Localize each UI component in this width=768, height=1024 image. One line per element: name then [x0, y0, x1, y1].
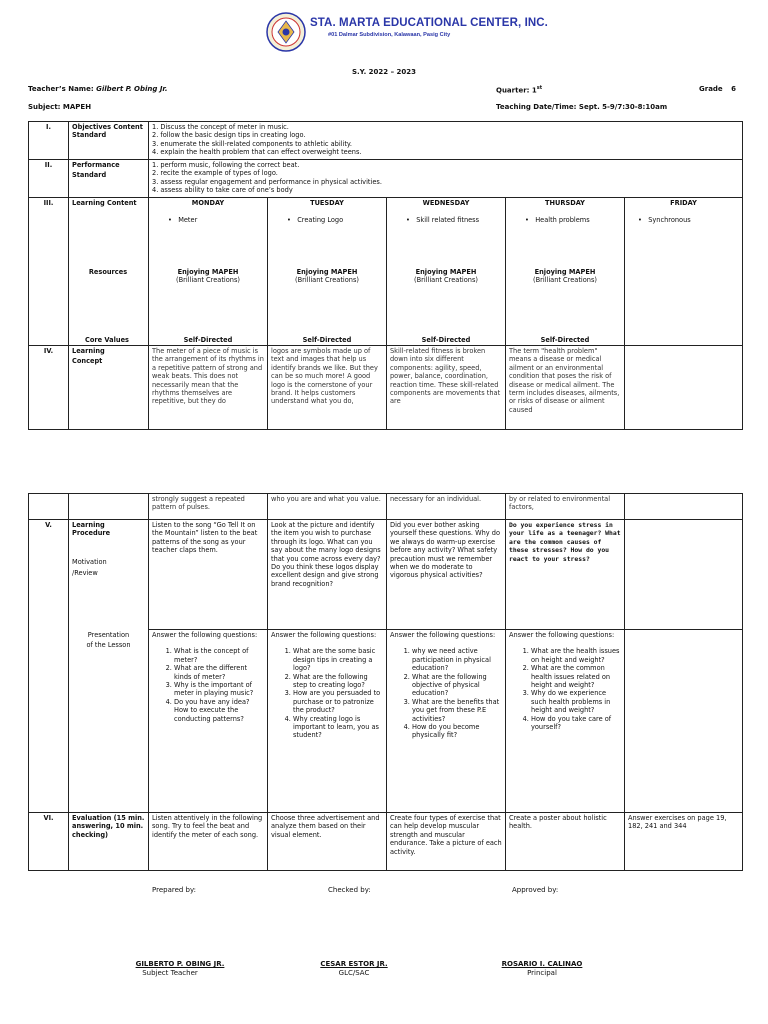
learning-concept-row	[29, 346, 743, 430]
resource-wednesday	[387, 268, 505, 285]
question-item: 3. What are the benefits that you get from these P.E activities?	[412, 698, 502, 723]
checked-by-role: GLC/SAC	[338, 969, 370, 977]
topic-friday: • Synchronous	[638, 216, 691, 225]
questions-wednesday	[390, 647, 502, 739]
procedure-wednesday: Did you ever bother asking yourself these questions. Why do we always do warm-up exercise before any activity? What safety precaution must we remember when we do moderate to vigorous physical activities?	[387, 520, 506, 630]
topic-friday-text: Synchronous	[648, 216, 691, 225]
grade-value: 6	[731, 85, 736, 93]
procedure-thursday: Do you experience stress in your life as a teenager? What are the common causes of these stresses? How do you react to your stress?	[506, 520, 625, 630]
teacher-name: Gilbert P. Obing Jr.	[96, 85, 168, 93]
day-friday: FRIDAY	[670, 199, 697, 207]
core-value-tuesday: Self-Directed	[302, 336, 352, 344]
approved-by-name: ROSARIO I. CALINAO	[501, 960, 583, 968]
resource-title: Enjoying MAPEH	[296, 268, 358, 276]
concept-monday: The meter of a piece of music is the arrangement of its rhythms in a repetitive pattern of strong and weak beats. This does not necessarily mean that the rhythms themselves are repetitive, but they do	[149, 346, 268, 430]
performance-label-2: Standard	[72, 171, 107, 180]
evaluation-roman: VI.	[29, 813, 69, 871]
resource-sub: (Brilliant Creations)	[414, 276, 478, 285]
learning-concept-label-2: Concept	[72, 357, 103, 366]
resource-sub: (Brilliant Creations)	[533, 276, 597, 285]
quarter-label: Quarter: 1	[496, 86, 537, 95]
motivation-label: Motivation	[72, 557, 107, 566]
topic-thursday: • Health problems	[525, 216, 590, 225]
topic-tuesday-text: Creating Logo	[297, 216, 344, 225]
evaluation-thursday: Create a poster about holistic health.	[506, 813, 625, 871]
question-item: 2. What are the common health issues related on height and weight?	[531, 664, 621, 689]
resource-tuesday	[268, 268, 386, 285]
evaluation-friday: Answer exercises on page 19, 182, 241 and 344	[625, 813, 743, 871]
teaching-date: Teaching Date/Time: Sept. 5-9/7:30-8:10am	[496, 103, 668, 111]
objectives-label: Objectives Content Standard	[69, 122, 149, 160]
evaluation-monday: Listen attentively in the following song. Try to feel the beat and identify the meter of each song.	[149, 813, 268, 871]
learning-content-label-cell	[69, 198, 149, 346]
objectives-roman: I.	[29, 122, 69, 160]
topic-monday: • Meter	[168, 216, 198, 225]
question-item: 4. Do you have any idea? How to execute the conducting patterns?	[174, 698, 264, 723]
learning-content-label: Learning Content	[72, 199, 137, 207]
question-item: 2. What are the following objective of physical education?	[412, 673, 502, 698]
presentation-intro: Answer the following questions:	[271, 631, 377, 639]
empty-cell	[625, 494, 743, 520]
school-seal-icon	[266, 12, 306, 52]
question-item: 1. What are the some basic design tips in creating a logo?	[293, 647, 383, 672]
resource-title: Enjoying MAPEH	[534, 268, 596, 276]
resources-label: Resources	[88, 268, 128, 276]
day-thursday: THURSDAY	[545, 199, 585, 207]
concept-wednesday-continued: necessary for an individual.	[387, 494, 506, 520]
presentation-wednesday	[387, 630, 506, 813]
question-item: 1. What are the health issues on height and weight?	[531, 647, 621, 664]
approved-by-label: Approved by:	[512, 886, 559, 894]
questions-monday	[152, 647, 264, 723]
performance-label	[69, 160, 149, 198]
teacher-line	[28, 85, 168, 93]
performance-item: 2. recite the example of types of logo.	[152, 169, 278, 178]
objective-item: 4. explain the health problem that can effect overweight teens.	[152, 148, 362, 157]
prepared-by-label: Prepared by:	[152, 886, 196, 894]
prepared-by-name: GILBERTO P. OBING JR.	[135, 960, 225, 968]
presentation-label-1: Presentation	[87, 630, 130, 639]
performance-row	[29, 160, 743, 198]
evaluation-wednesday: Create four types of exercise that can help develop muscular strength and muscular endurance. Take a picture of each activity.	[387, 813, 506, 871]
learning-concept-label-1: Learning	[72, 347, 105, 355]
presentation-friday	[625, 630, 743, 813]
evaluation-label: Evaluation (15 min. answering, 10 min. checking)	[69, 813, 149, 871]
question-item: 1. why we need active participation in physical education?	[412, 647, 502, 672]
performance-label-1: Performance	[72, 161, 120, 169]
concept-thursday-continued: by or related to environmental factors,	[506, 494, 625, 520]
learning-procedure-label-2: Procedure	[72, 529, 111, 538]
checked-by-name: CESAR ESTOR JR.	[320, 960, 388, 968]
evaluation-tuesday: Choose three advertisement and analyze them based on their visual element.	[268, 813, 387, 871]
approved-by-role: Principal	[527, 969, 557, 977]
monday-content	[149, 198, 268, 346]
topic-wednesday: • Skill related fitness	[406, 216, 480, 225]
empty-cell	[29, 630, 69, 813]
resource-thursday	[506, 268, 624, 285]
quarter-sup: st	[536, 85, 543, 91]
performance-item: 3. assess regular engagement and performance in physical activities.	[152, 177, 382, 186]
resource-sub: (Brilliant Creations)	[176, 276, 240, 285]
resource-monday	[149, 268, 267, 285]
presentation-monday	[149, 630, 268, 813]
performance-items	[149, 160, 743, 198]
empty-cell	[69, 494, 149, 520]
question-item: 3. Why do we experience such health problems in height and weight?	[531, 689, 621, 714]
resource-title: Enjoying MAPEH	[177, 268, 239, 276]
resource-title: Enjoying MAPEH	[415, 268, 477, 276]
procedure-tuesday: Look at the picture and identify the item you wish to purchase through its logo. What can you say about the many logo designs that you come across every day? Do you think these logos display excellent design and give strong brand recognition?	[268, 520, 387, 630]
procedure-friday	[625, 520, 743, 630]
subject-label: Subject: MAPEH	[28, 103, 92, 111]
evaluation-row	[29, 813, 743, 871]
school-address: #01 Dalmar Subdivision, Kalawaan, Pasig City	[328, 32, 451, 38]
school-name: STA. MARTA EDUCATIONAL CENTER, INC.	[310, 17, 548, 29]
learning-procedure-label-1: Learning	[72, 521, 105, 529]
core-value-thursday: Self-Directed	[540, 336, 590, 344]
concept-friday	[625, 346, 743, 430]
topic-thursday-text: Health problems	[535, 216, 590, 225]
grade-line	[699, 85, 736, 93]
checked-by-label: Checked by:	[328, 886, 371, 894]
day-monday: MONDAY	[191, 199, 225, 207]
concept-wednesday: Skill-related fitness is broken down into six different components: agility, speed, power, balance, coordination, reaction time. These skill-related components are movements that are	[387, 346, 506, 430]
concept-tuesday: logos are symbols made up of text and images that help us identify brands we like. But they can be so much more! A good logo is the cornerstone of your brand. It helps customers understand what you do,	[268, 346, 387, 430]
day-tuesday: TUESDAY	[310, 199, 344, 207]
performance-roman: II.	[29, 160, 69, 198]
question-item: 3. Why is the important of meter in playing music?	[174, 681, 264, 698]
question-item: 4. How do you become physically fit?	[412, 723, 502, 740]
tuesday-content	[268, 198, 387, 346]
performance-item: 1. perform music, following the correct beat.	[152, 161, 300, 169]
learning-content-roman: III.	[29, 198, 69, 346]
review-label: /Review	[72, 569, 98, 578]
question-item: 1. What is the concept of meter?	[174, 647, 264, 664]
thursday-content	[506, 198, 625, 346]
objectives-row	[29, 122, 743, 160]
question-item: 2. What are the following step to creating logo?	[293, 673, 383, 690]
learning-concept-roman: IV.	[29, 346, 69, 430]
learning-procedure-label	[69, 520, 149, 630]
quarter-line	[496, 85, 542, 94]
learning-procedure-roman: V.	[29, 520, 69, 630]
teacher-label: Teacher’s Name:	[28, 85, 94, 93]
topic-wednesday-text: Skill related fitness	[416, 216, 480, 225]
prepared-by-role: Subject Teacher	[142, 969, 198, 977]
presentation-intro: Answer the following questions:	[390, 631, 496, 639]
topic-monday-text: Meter	[178, 216, 198, 225]
question-item: 4. Why creating logo is important to learn, you as student?	[293, 715, 383, 740]
questions-tuesday	[271, 647, 383, 739]
question-item: 3. How are you persuaded to purchase or to patronize the product?	[293, 689, 383, 714]
day-wednesday: WEDNESDAY	[422, 199, 470, 207]
learning-procedure-row	[29, 520, 743, 630]
objectives-items	[149, 122, 743, 160]
questions-thursday	[509, 647, 621, 731]
friday-content	[625, 198, 743, 346]
resource-sub: (Brilliant Creations)	[295, 276, 359, 285]
concept-monday-continued: strongly suggest a repeated pattern of pulses.	[149, 494, 268, 520]
presentation-tuesday	[268, 630, 387, 813]
objective-item: 3. enumerate the skill-related components to athletic ability.	[152, 139, 352, 148]
question-item: 4. How do you take care of yourself?	[531, 715, 621, 732]
presentation-label	[69, 630, 149, 813]
lesson-plan-table-part2	[28, 493, 743, 871]
core-value-monday: Self-Directed	[183, 336, 233, 344]
objective-item: 1. Discuss the concept of meter in music.	[152, 123, 289, 131]
wednesday-content	[387, 198, 506, 346]
empty-cell	[29, 494, 69, 520]
school-year: S.Y. 2022 – 2023	[351, 68, 417, 76]
topic-tuesday: • Creating Logo	[287, 216, 344, 225]
core-value-wednesday: Self-Directed	[421, 336, 471, 344]
concept-thursday: The term "health problem" means a disease or medical ailment or an environmental condition that poses the risk of disease or medical ailment. The term includes diseases, ailments, or risks of disease or ailment caused	[506, 346, 625, 430]
question-item: 2. What are the different kinds of meter?	[174, 664, 264, 681]
objective-item: 2. follow the basic design tips in creating logo.	[152, 131, 306, 140]
grade-label: Grade	[699, 85, 723, 93]
learning-concept-continued-row	[29, 494, 743, 520]
learning-content-row	[29, 198, 743, 346]
presentation-thursday	[506, 630, 625, 813]
lesson-plan-table-part1	[28, 121, 743, 430]
presentation-row	[29, 630, 743, 813]
learning-concept-label	[69, 346, 149, 430]
presentation-intro: Answer the following questions:	[152, 631, 258, 639]
presentation-intro: Answer the following questions:	[509, 631, 615, 639]
core-values-label: Core Values	[85, 336, 129, 344]
performance-item: 4. assess ability to take care of one’s body	[152, 186, 293, 195]
presentation-label-2: of the Lesson	[86, 640, 131, 649]
concept-tuesday-continued: who you are and what you value.	[268, 494, 387, 520]
procedure-monday: Listen to the song “Go Tell It on the Mountain” listen to the beat patterns of the song as your teacher claps them.	[149, 520, 268, 630]
